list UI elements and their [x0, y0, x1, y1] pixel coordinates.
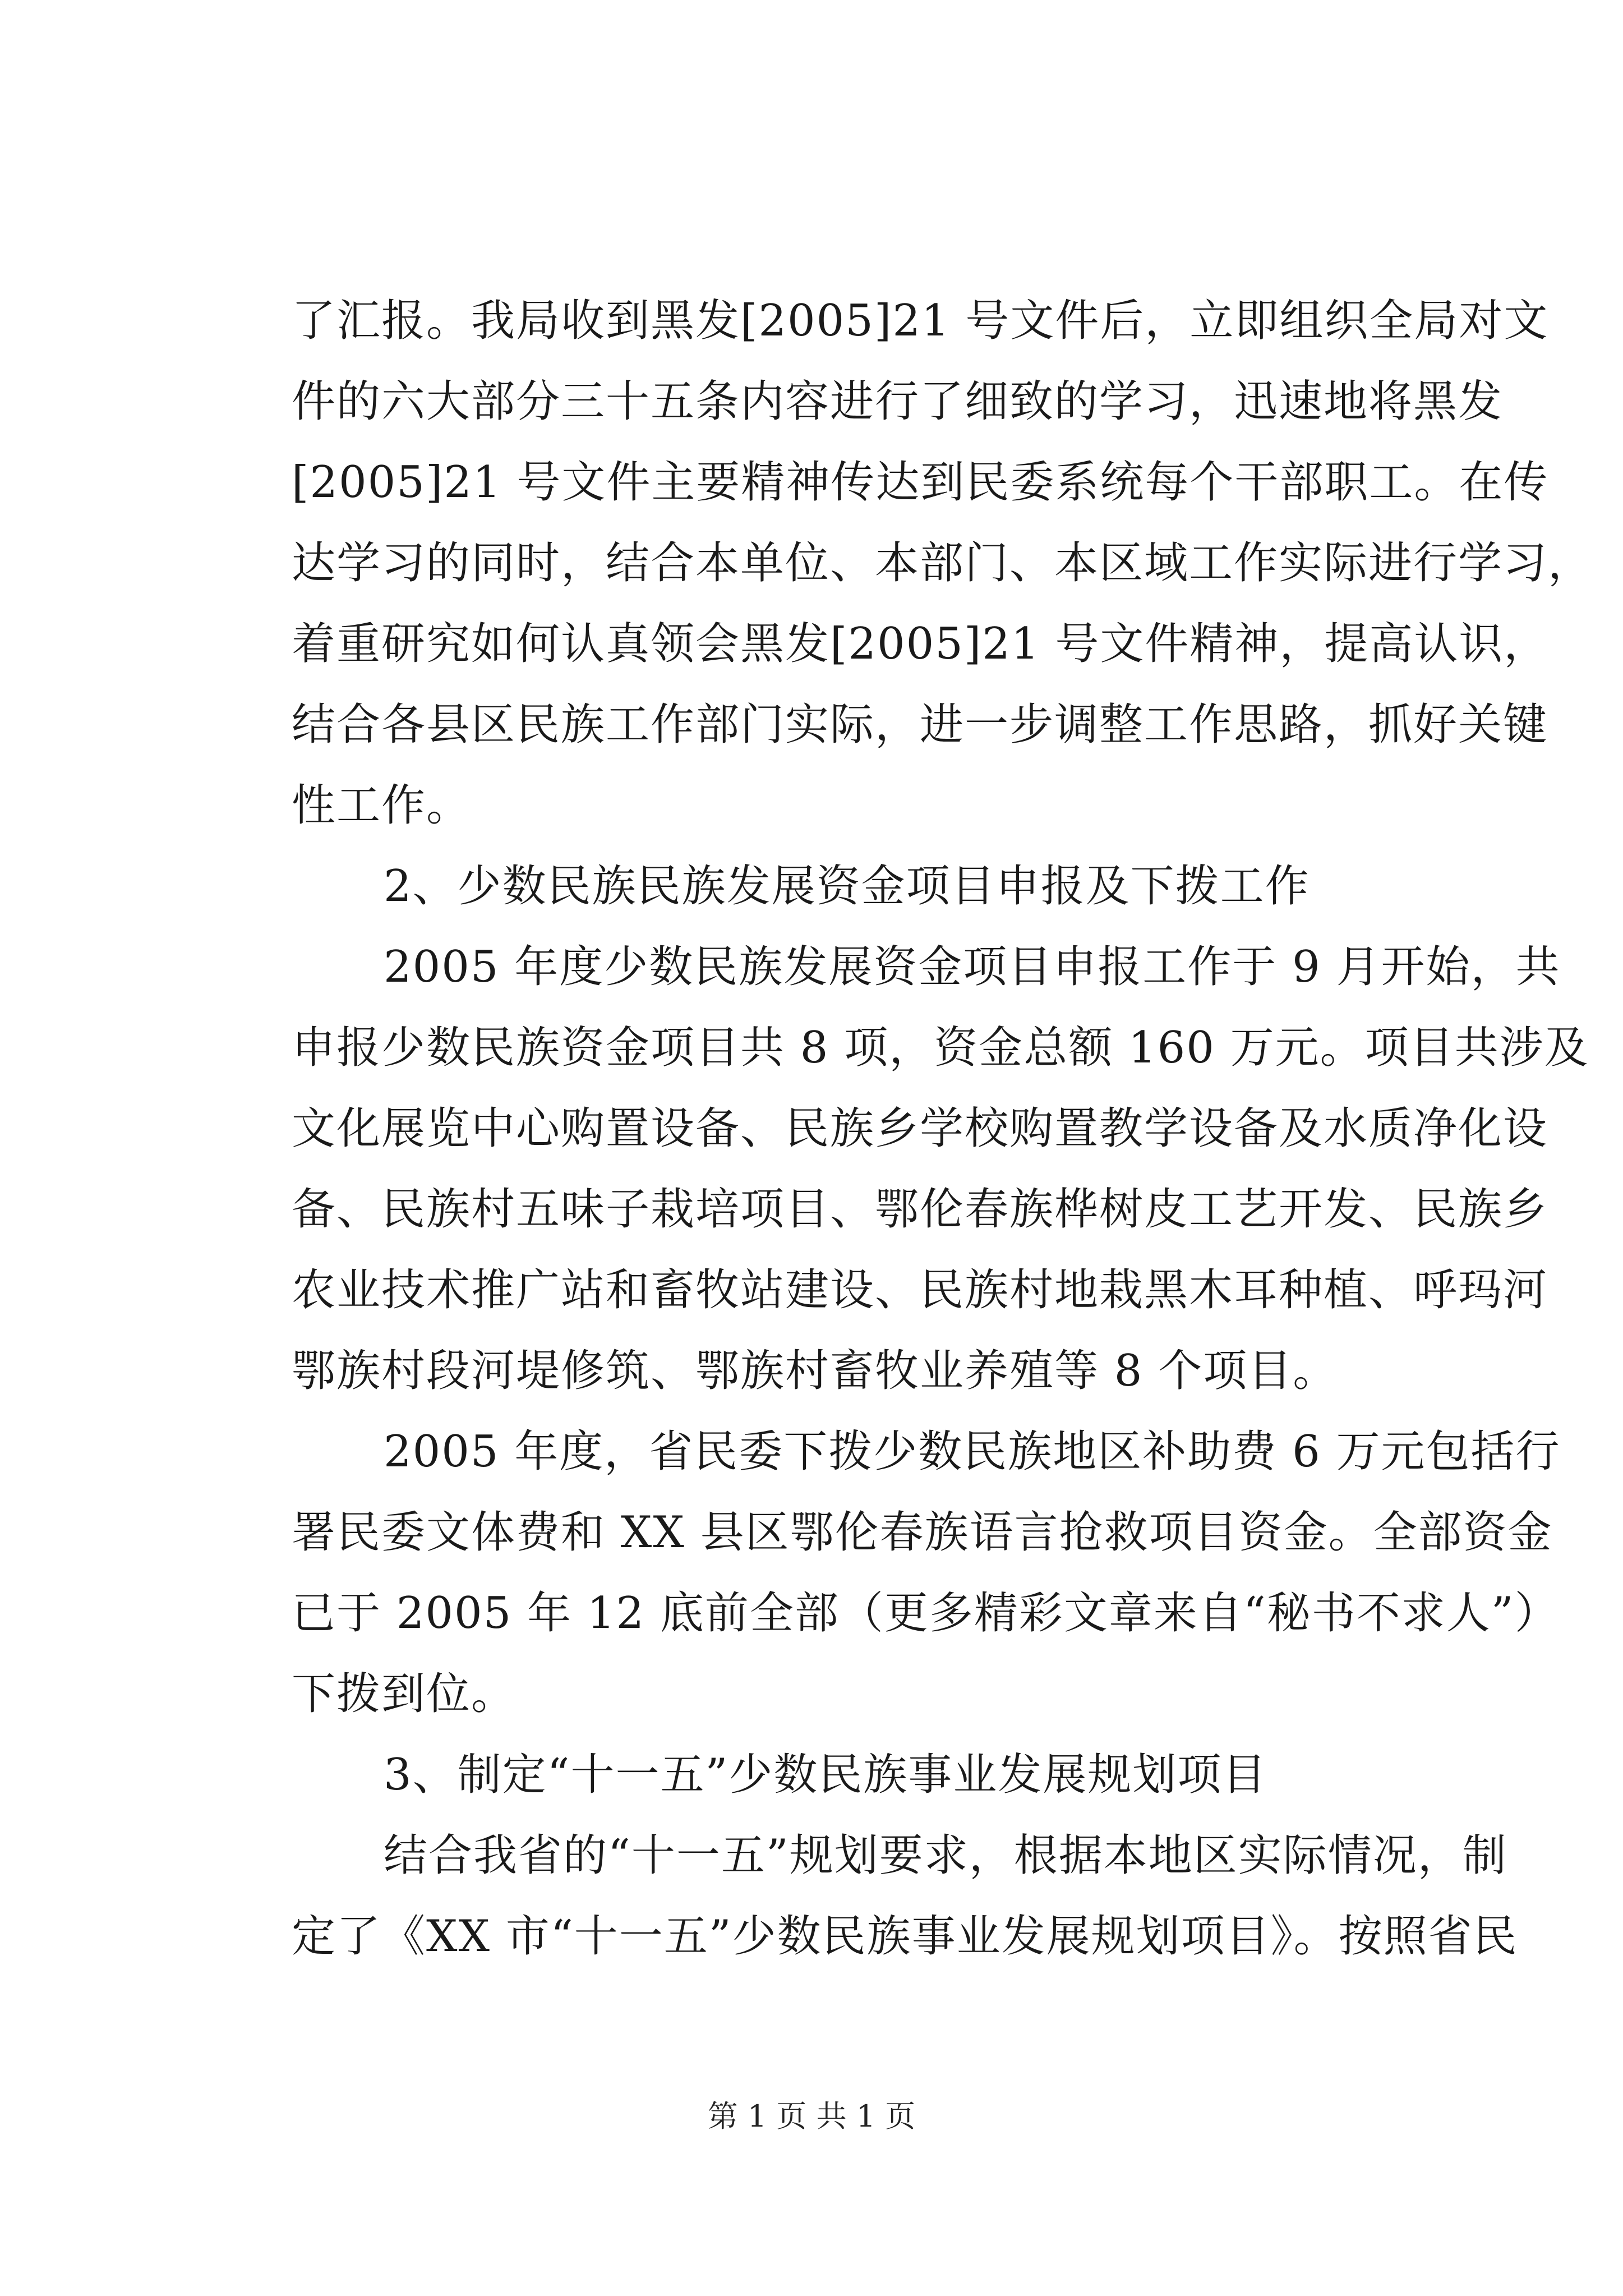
text-line: 定了《XX 市“十一五”少数民族事业发展规划项目》。按照省民: [292, 1911, 1518, 1962]
text-line: 达学习的同时，结合本单位、本部门、本区域工作实际进行学习，: [292, 538, 1593, 588]
text-line: 申报少数民族资金项目共 8 项，资金总额 160 万元。项目共涉及: [292, 1023, 1589, 1073]
section-heading: 3、制定“十一五”少数民族事业发展规划项目: [384, 1750, 1267, 1800]
text-line: 性工作。: [292, 780, 472, 831]
text-line: 下拨到位。: [292, 1669, 517, 1719]
text-line: 2005 年度，省民委下拨少数民族地区补助费 6 万元包括行: [384, 1427, 1561, 1477]
text-line: 农业技术推广站和畜牧站建设、民族村地栽黑木耳种植、呼玛河: [292, 1265, 1548, 1315]
text-line: 文化展览中心购置设备、民族乡学校购置教学设备及水质净化设: [292, 1103, 1548, 1154]
text-line: 着重研究如何认真领会黑发[2005]21 号文件精神，提高认识，: [292, 619, 1549, 669]
section-heading: 2、少数民族民族发展资金项目申报及下拨工作: [384, 861, 1310, 912]
text-line: 了汇报。我局收到黑发[2005]21 号文件后，立即组织全局对文: [292, 296, 1549, 346]
text-line: 鄂族村段河堤修筑、鄂族村畜牧业养殖等 8 个项目。: [292, 1346, 1338, 1396]
text-line: 结合各县区民族工作部门实际，进一步调整工作思路，抓好关键: [292, 700, 1548, 750]
text-line: 署民委文体费和 XX 县区鄂伦春族语言抢救项目资金。全部资金: [292, 1507, 1553, 1558]
text-line: 2005 年度少数民族发展资金项目申报工作于 9 月开始，共: [384, 942, 1561, 992]
page-number: 第 1 页 共 1 页: [707, 2099, 916, 2134]
text-line: [2005]21 号文件主要精神传达到民委系统每个干部职工。在传: [292, 457, 1549, 508]
document-body: [292, 280, 1593, 1977]
text-line: 结合我省的“十一五”规划要求，根据本地区实际情况，制: [384, 1830, 1507, 1881]
text-line: 件的六大部分三十五条内容进行了细致的学习，迅速地将黑发: [292, 376, 1504, 427]
text-line: 备、民族村五味子栽培项目、鄂伦春族桦树皮工艺开发、民族乡: [292, 1184, 1548, 1235]
text-line: 已于 2005 年 12 底前全部（更多精彩文章来自“秘书不求人”）: [292, 1588, 1560, 1639]
